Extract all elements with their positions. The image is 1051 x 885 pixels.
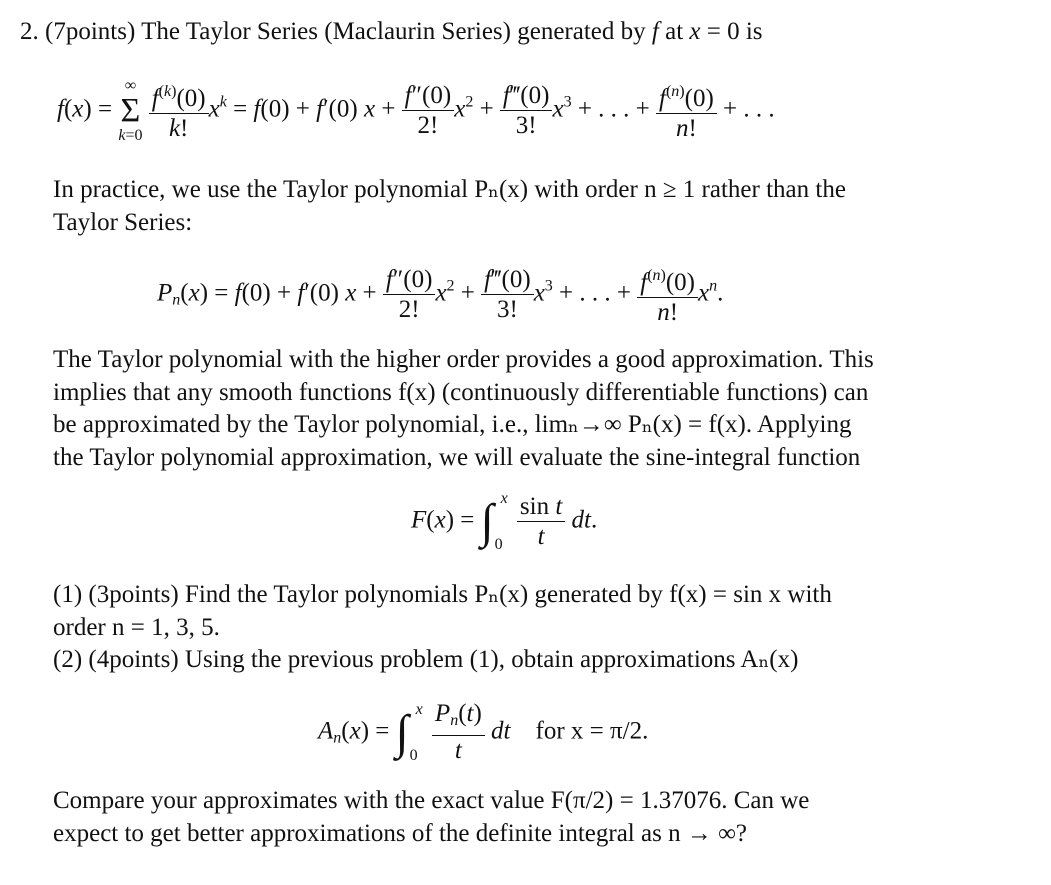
paragraph-line: (1) (3points) Find the Taylor polynomials Pₙ(x) generated by f(x) = sin x with	[53, 581, 832, 608]
equation-tail: for x = π/2.	[535, 717, 649, 745]
paragraph-line: (2) (4points) Using the previous problem (1), obtain approximations Aₙ(x)	[53, 646, 799, 673]
part-2	[53, 644, 798, 674]
integral-sign: ∫ x 0	[480, 490, 508, 553]
paragraph-approximation	[53, 344, 988, 474]
paragraph-line: the Taylor polynomial approximation, we will evaluate the sine-integral function	[53, 443, 861, 471]
paragraph-practice	[53, 174, 988, 239]
paragraph-line: be approximated by the Taylor polynomial, i.e., limₙ→∞ Pₙ(x) = f(x). Applying	[53, 411, 852, 438]
paragraph-line: expect to get better approximations of the definite integral as n → ∞?	[53, 819, 747, 847]
paragraph-line: In practice, we use the Taylor polynomial Pₙ(x) with order n ≥ 1 rather than the	[53, 176, 846, 203]
approximation-equation: $A_n(x)$ = ∫ x 0 $\frac{P_n(t)}{t}$ dt for x = π/2.	[318, 700, 649, 764]
problem-header: 2. (7points) The Taylor Series (Maclaurin Series) generated by f at x = 0 is	[20, 18, 763, 45]
taylor-polynomial-equation: $P_n(x) = f(0) + f'(0) x$ + $\frac{f''(0)}{2!}$ $x^2$ + $\frac{f‴(0)}{3!}$ $x^3$ + . . . + $\frac{f^{(n)}(0)}{n!}$ $x^n$.	[157, 265, 724, 326]
sine-integral-equation: F(x) = ∫ x 0 $\frac{\text{sin t}}{t}$ dt.	[411, 490, 598, 553]
sum-symbol: ∞ Σ k=0	[118, 77, 143, 144]
paragraph-line: Taylor Series:	[53, 208, 193, 236]
integral-sign: ∫ x 0	[395, 701, 423, 764]
paragraph-line: The Taylor polynomial with the higher order provides a good approximation. This	[53, 346, 874, 373]
problem-number: 2.	[20, 18, 39, 45]
problem-points: (7points)	[45, 18, 136, 45]
paragraph-line: Compare your approximates with the exact value F(π/2) = 1.37076. Can we	[53, 787, 810, 814]
taylor-series-equation: f(x) = ∞ Σ k=0 $\frac{f^{(k)}(0)}{k!}$ $x^k = f(0) + f'(0) x$ + $\frac{f''(0)}{2!}$ $x^2$ + $\frac{f‴(0)}{3!}$ $x^3$ + . . . + $\frac{f^{(n)}(0)}{n!}$ + . . .	[57, 77, 775, 144]
part-1	[53, 579, 988, 644]
paragraph-line: order n = 1, 3, 5.	[53, 613, 220, 641]
intro-math: f	[651, 18, 659, 45]
paragraph-closing	[53, 785, 988, 850]
problem-intro-tail: is	[745, 18, 763, 45]
problem-intro: The Taylor Series (Maclaurin Series) generated by	[141, 18, 646, 45]
paragraph-line: implies that any smooth functions f(x) (continuously differentiable functions) can	[53, 378, 869, 406]
